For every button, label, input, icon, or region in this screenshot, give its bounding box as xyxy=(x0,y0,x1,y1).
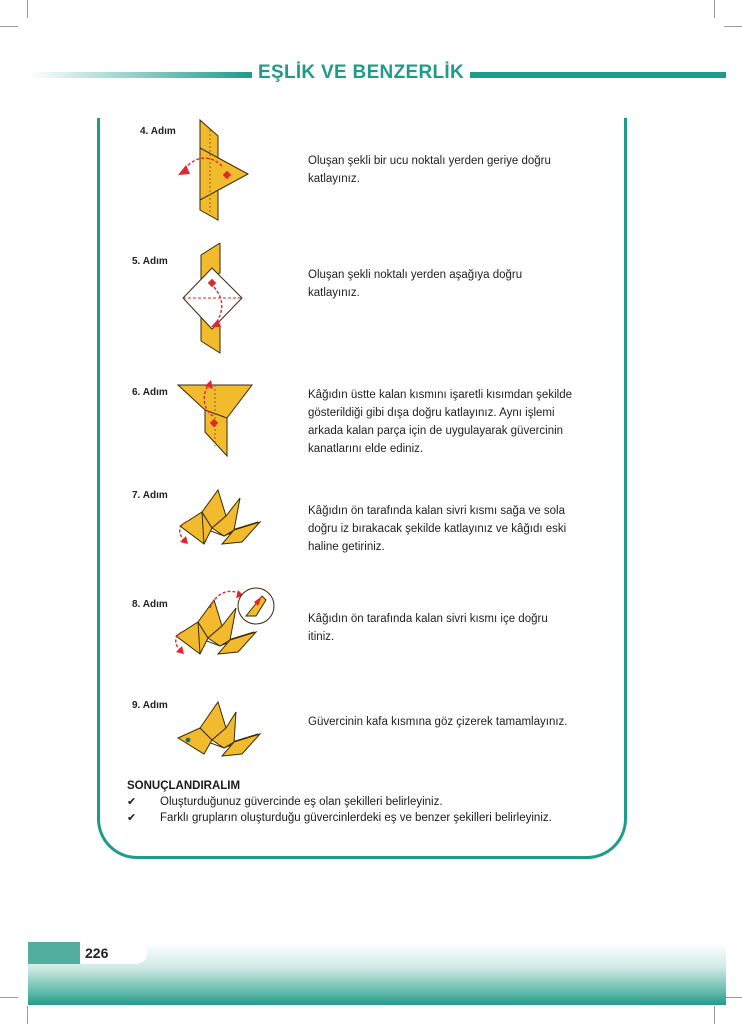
step-label: 9. Adım xyxy=(132,700,168,711)
step-text: Kâğıdın üstte kalan kısmını işaretli kısımdan şekilde gösterildiği gibi dışa doğru katlayınız. Aynı işlemi arkada kalan parça için de uygulayarak güvercinin kanatlarını elde ediniz. xyxy=(308,389,572,455)
origami-figure-icon xyxy=(172,698,264,762)
crop-mark xyxy=(27,1006,28,1024)
step-label: 5. Adım xyxy=(132,256,168,267)
step-text: Oluşan şekli bir ucu noktalı yerden geriye doğru katlayınız. xyxy=(308,155,551,185)
list-item: ✔ Farklı grupların oluşturduğu güvercinlerdeki eş ve benzer şekilleri belirleyiniz. xyxy=(127,812,552,824)
step-text: Kâğıdın ön tarafında kalan sivri kısmı sağa ve sola doğru iz bırakacak şekilde katlayınız ve kâğıdı eski haline getiriniz. xyxy=(308,505,567,553)
crop-mark xyxy=(0,997,18,998)
conclusion-title: SONUÇLANDIRALIM xyxy=(127,780,241,792)
step-label: 7. Adım xyxy=(132,490,168,501)
checkmark-icon: ✔ xyxy=(127,812,137,824)
origami-figure-icon xyxy=(175,380,255,458)
crop-mark xyxy=(724,26,742,27)
crop-mark xyxy=(724,997,742,998)
header-rule-left xyxy=(28,72,252,78)
step-text: Güvercinin kafa kısmına göz çizerek tamamlayınız. xyxy=(308,716,568,728)
page-number: 226 xyxy=(85,945,109,961)
crop-mark xyxy=(0,26,18,27)
origami-figure-icon xyxy=(172,486,264,550)
eye-icon xyxy=(186,738,191,743)
step-label: 6. Adım xyxy=(132,387,168,398)
step-label: 4. Adım xyxy=(140,126,176,137)
step-text: Oluşan şekli noktalı yerden aşağıya doğru katlayınız. xyxy=(308,269,523,299)
crop-mark xyxy=(714,0,715,18)
origami-figure-icon xyxy=(170,118,252,226)
origami-figure-icon xyxy=(178,243,248,355)
step-text: Kâğıdın ön tarafında kalan sivri kısmı içe doğru itiniz. xyxy=(308,613,548,643)
checkmark-icon: ✔ xyxy=(127,796,137,808)
crop-mark xyxy=(714,1006,715,1024)
origami-figure-icon xyxy=(170,586,276,660)
crop-mark xyxy=(27,0,28,18)
header-rule-right xyxy=(470,72,726,78)
list-item: ✔ Oluşturduğunuz güvercinde eş olan şekilleri belirleyiniz. xyxy=(127,796,443,808)
footer-tab xyxy=(28,942,80,964)
step-label: 8. Adım xyxy=(132,599,168,610)
page-title: EŞLİK VE BENZERLİK xyxy=(258,62,464,83)
fold-arrow-icon xyxy=(178,165,190,175)
